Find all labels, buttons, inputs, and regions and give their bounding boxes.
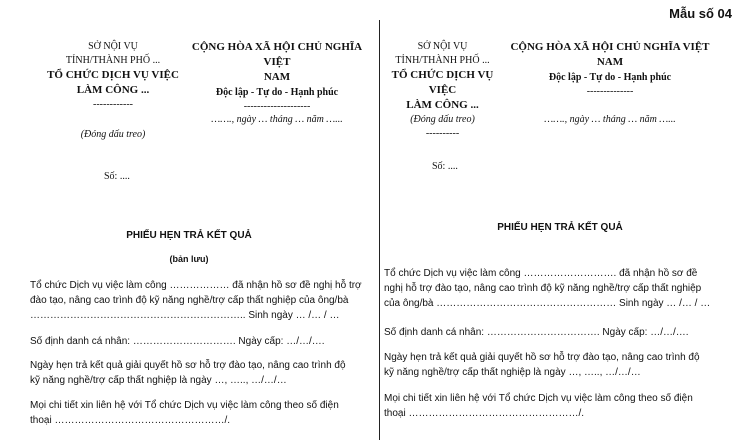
number-label: Số: .... xyxy=(104,171,130,182)
republic-line1: CỘNG HÒA XÃ HỘI CHỦ NGHĨA VIỆT xyxy=(191,41,363,68)
republic-line2: NAM xyxy=(596,56,624,68)
agency-line3: TỔ CHỨC DỊCH VỤ VIỆC xyxy=(47,69,179,81)
body-line: Ngày hẹn trả kết quả giải quyết hồ sơ hỗ trợ đào tạo, nâng cao trình độ xyxy=(384,352,700,363)
slip-title: PHIẾU HẸN TRẢ KẾT QUẢ xyxy=(497,222,623,233)
stamp-note: (Đóng dấu treo) xyxy=(80,129,146,140)
body-line: ……………………………………………………….. Sinh ngày … /… / … xyxy=(30,310,340,321)
slip-receipt xyxy=(380,0,740,440)
body-line: Tổ chức Dịch vụ việc làm công ………………………. đã nhận hồ sơ đề xyxy=(384,268,698,279)
body-p2 xyxy=(30,334,375,349)
body-line: nghị hỗ trợ đào tạo, nâng cao trình độ kỹ năng nghề/trợ cấp thất nghiệp xyxy=(384,283,702,294)
body-line: của ông/bà ……………………………………………… Sinh ngày … /… / … xyxy=(384,298,711,309)
date-line: ……., ngày … tháng … năm …... xyxy=(544,114,676,125)
body-line: thoại ……………………………………………/. xyxy=(384,408,585,419)
body-line: Mọi chi tiết xin liên hệ với Tổ chức Dịch vụ việc làm công theo số điện xyxy=(30,400,339,411)
republic-line2: NAM xyxy=(263,71,291,83)
slip-title: PHIẾU HẸN TRẢ KẾT QUẢ xyxy=(126,230,252,241)
agency-line1: SỞ NỘI VỤ xyxy=(417,41,468,52)
body-p3 xyxy=(30,358,375,388)
body-p3 xyxy=(384,350,738,380)
body-line: Mọi chi tiết xin liên hệ với Tổ chức Dịch vụ việc làm công theo số điện xyxy=(384,393,693,404)
stamp-note: (Đóng dấu treo) xyxy=(410,114,475,125)
motto: Độc lập - Tự do - Hạnh phúc xyxy=(215,87,339,98)
slip-subtitle: (bản lưu) xyxy=(169,254,209,264)
body-p1 xyxy=(30,278,375,323)
agency-line1: SỞ NỘI VỤ xyxy=(88,41,138,52)
body-line: Tổ chức Dịch vụ việc làm công ……………… đã nhận hồ sơ đề nghị hỗ trợ xyxy=(30,280,362,291)
motto-rule: -------------- xyxy=(586,86,634,97)
body-line: kỹ năng nghề/trợ cấp thất nghiệp là ngày …, ….., …/…/… xyxy=(30,375,287,386)
agency-line2: TỈNH/THÀNH PHỐ ... xyxy=(395,55,490,66)
body-line: Ngày hẹn trả kết quả giải quyết hồ sơ hỗ trợ đào tạo, nâng cao trình độ xyxy=(30,360,346,371)
republic-header xyxy=(184,40,370,113)
body-p4 xyxy=(384,391,738,421)
body-p2 xyxy=(384,325,738,340)
body-line: thoại ……………………………………………/. xyxy=(30,415,231,426)
body-line: Số định danh cá nhân: …………………………. Ngày cấp: …/…/…. xyxy=(30,336,325,347)
body-line: Số định danh cá nhân: ……………………………. Ngày cấp: …/…/…. xyxy=(384,327,689,338)
agency-line3: TỔ CHỨC DỊCH VỤ VIỆC xyxy=(391,69,494,96)
republic-line1: CỘNG HÒA XÃ HỘI CHỦ NGHĨA VIỆT xyxy=(510,41,710,53)
date-line: ……., ngày … tháng … năm …... xyxy=(211,114,343,125)
agency-line4: LÀM CÔNG ... xyxy=(406,99,479,111)
form-code: Mẫu số 04 xyxy=(669,6,732,21)
agency-line4: LÀM CÔNG ... xyxy=(76,84,150,96)
agency-header xyxy=(38,40,188,112)
republic-header xyxy=(510,40,710,98)
body-p4 xyxy=(30,398,375,428)
body-line: kỹ năng nghề/trợ cấp thất nghiệp là ngày …, ….., …/…/… xyxy=(384,367,641,378)
agency-header xyxy=(380,40,505,141)
body-p1 xyxy=(384,266,738,311)
number-label: Số: .... xyxy=(432,161,458,172)
motto: Độc lập - Tự do - Hạnh phúc xyxy=(548,72,672,83)
agency-rule: ------------ xyxy=(93,99,133,110)
motto-rule: -------------------- xyxy=(243,101,311,112)
agency-line2: TỈNH/THÀNH PHỐ ... xyxy=(65,55,161,66)
body-line: đào tạo, nâng cao trình độ kỹ năng nghề/trợ cấp thất nghiệp của ông/bà xyxy=(30,295,349,306)
agency-rule: ---------- xyxy=(425,128,460,139)
